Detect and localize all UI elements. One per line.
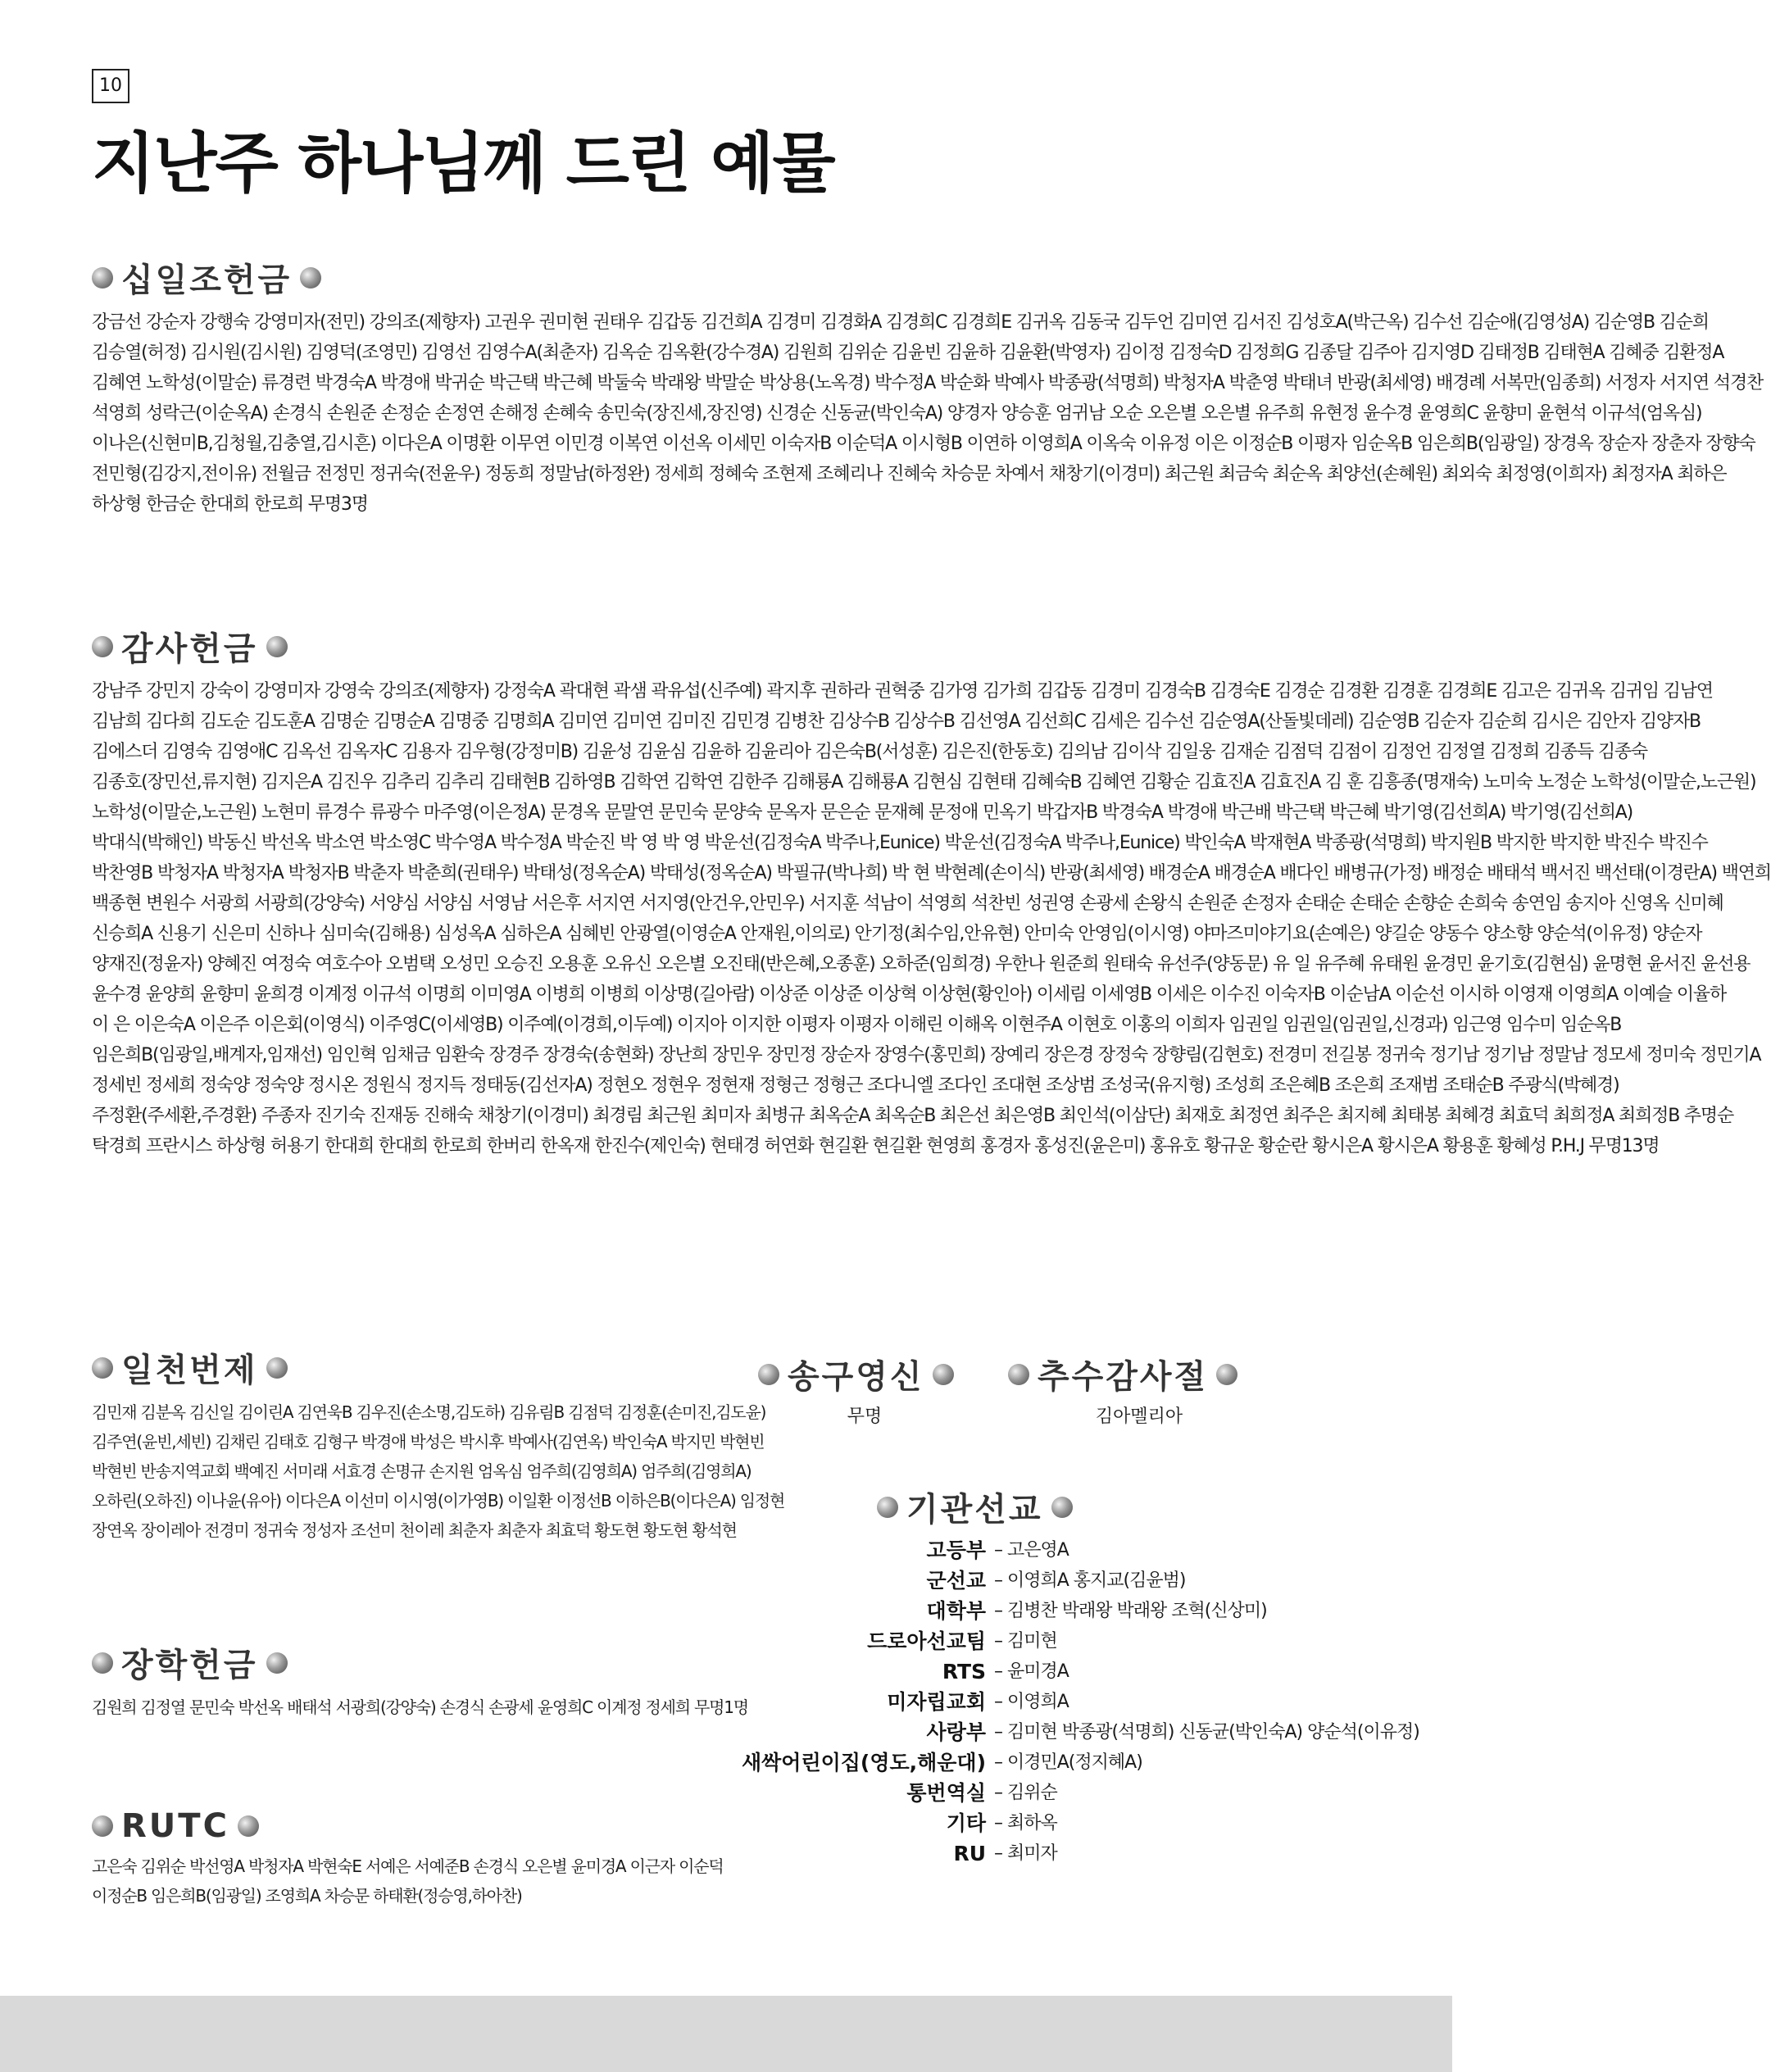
institution-row <box>742 1838 1419 1869</box>
bullet-icon <box>92 636 113 657</box>
institution-row <box>742 1808 1419 1838</box>
bullet-icon <box>266 1652 288 1674</box>
institution-label: RTS <box>942 1660 986 1684</box>
institution-row <box>742 1535 1419 1565</box>
bullet-icon <box>1008 1364 1029 1385</box>
name-line: 김남희 김다희 김도순 김도훈A 김명순 김명순A 김명중 김명희A 김미연 김미연 김미진 김민경 김병찬 김상수B 김상수B 김선영A 김선희C 김세은 김수선 김순영A(산돌빛데레) 김순영B 김순자 김순희 김시은 김안자 김양자B <box>92 711 1701 732</box>
name-line: 양재진(정윤자) 양혜진 여정숙 여호수아 오범택 오성민 오승진 오용훈 오유신 오은별 오진태(반은혜,오종훈) 오하준(임희경) 우한나 원준희 원태숙 유선주(양동문) 유 일 유주혜 유태원 윤경민 윤기호(김현심) 윤명현 윤서진 윤선용 <box>92 954 1751 975</box>
institution-value: – 이경민A(정지혜A) <box>994 1752 1142 1773</box>
section-heading <box>92 1344 698 1391</box>
institution-row <box>742 1565 1419 1596</box>
name-line: 하상형 한금순 한대희 한로희 무명3명 <box>92 494 368 515</box>
name-line: 박찬영B 박청자A 박청자A 박청자B 박춘자 박춘희(권태우) 박태성(정옥순A) 박태성(정옥순A) 박필규(박나희) 박 현 박현례(손이식) 반광(최세영) 배경순A 배경순A 배다인 배병규(가정) 배정순 배태석 백서진 백선태(이경란A) 백연희 <box>92 863 1771 884</box>
section-heading <box>92 1639 698 1686</box>
section-heading <box>92 623 1370 670</box>
footer-band <box>0 1996 1452 2072</box>
section-title: 장학헌금 <box>121 1647 258 1684</box>
bullet-icon <box>266 636 288 657</box>
section-heading <box>1008 1351 1270 1397</box>
institution-value: – 김위순 <box>994 1783 1057 1803</box>
name-line: 탁경희 프란시스 하상형 허용기 한대희 한대희 한로희 한버리 한옥재 한진수(제인숙) 현태경 허연화 현길환 현길환 현영희 홍경자 홍성진(윤은미) 홍유호 황규운 황순란 황시은A 황시은A 황용훈 황혜성 P.H.J 무명13명 <box>92 1136 1660 1156</box>
page-number: 10 <box>92 69 129 103</box>
bullet-icon <box>1051 1497 1073 1518</box>
section-title: 십일조헌금 <box>121 261 293 299</box>
institution-table <box>742 1535 1419 1869</box>
name-line: 전민형(김강지,전이유) 전월금 전정민 정귀숙(전윤우) 정동희 정말남(하정완) 정세희 정혜숙 조현제 조혜리나 진혜숙 차승문 차예서 채창기(이경미) 최근원 최금숙 최순옥 최양선(손혜원) 최외숙 최정영(이희자) 최정자A 최하은 <box>92 464 1727 484</box>
name-list <box>92 1852 724 1911</box>
name-line: 김종호(장민선,류지현) 김지은A 김진우 김추리 김추리 김태현B 김하영B 김학연 김학연 김한주 김해룡A 김해룡A 김현심 김현태 김혜숙B 김혜연 김황순 김효진A 김효진A 김 훈 김흥종(명재숙) 노미숙 노정순 노학성(이말순,노근원) <box>92 772 1756 793</box>
institution-row <box>742 1717 1419 1747</box>
mission-section <box>92 1344 785 1545</box>
name-line: 정세빈 정세희 정숙양 정숙양 정시온 정원식 정지득 정태동(김선자A) 정현오 정현우 정현재 정형근 정형근 조다니엘 조다인 조대현 조상범 조성국(유지형) 조성희 조은혜B 조은희 조재범 조태순B 주광식(박혜경) <box>92 1075 1619 1096</box>
institution-value: – 최미자 <box>994 1843 1057 1864</box>
section-heading <box>92 254 1370 301</box>
section-title: 송구영신 <box>788 1358 924 1396</box>
name-list <box>92 1693 748 1722</box>
bullet-icon <box>92 267 113 289</box>
institution-row <box>742 1747 1419 1778</box>
institution-label: 대학부 <box>926 1599 986 1623</box>
section-heading <box>877 1484 1414 1530</box>
donor-name: 김아멜리아 <box>1095 1406 1183 1427</box>
scholarship-section <box>92 1639 748 1722</box>
institution-value: – 이영희A 홍지교(김윤범) <box>994 1570 1186 1591</box>
name-line: 이나은(신현미B,김청월,김충열,김시흔) 이다은A 이명환 이무연 이민경 이복연 이선옥 이세민 이숙자B 이순덕A 이시형B 이연하 이영희A 이옥숙 이유정 이은 이정순B 이평자 임순옥B 임은희B(임광일) 장경옥 장순자 장춘자 장향숙 <box>92 434 1755 454</box>
bullet-icon <box>300 267 321 289</box>
institution-label: 군선교 <box>926 1569 986 1593</box>
institution-value: – 이영희A <box>994 1692 1069 1712</box>
institution-label: 사랑부 <box>926 1720 986 1744</box>
institution-row <box>742 1687 1419 1717</box>
institution-label: 기타 <box>946 1811 986 1835</box>
bullet-icon <box>1216 1364 1237 1385</box>
section-title: 추수감사절 <box>1038 1358 1209 1396</box>
institution-label: 통번역실 <box>906 1781 986 1805</box>
name-line: 강남주 강민지 강숙이 강영미자 강영숙 강의조(제향자) 강정숙A 곽대현 곽샘 곽유섭(신주예) 곽지후 권하라 권혁중 김가영 김가희 김갑동 김경미 김경숙B 김경숙E 김경순 김경환 김경훈 김경희E 김고은 김귀옥 김귀임 김남연 <box>92 681 1713 702</box>
name-line: 윤수경 윤양희 윤향미 윤희경 이계정 이규석 이명희 이미영A 이병희 이병희 이상명(길아람) 이상준 이상준 이상혁 이상현(황인아) 이세림 이세영B 이세은 이수진 이숙자B 이순남A 이순선 이시하 이영재 이영희A 이예슬 이율하 <box>92 984 1727 1005</box>
institution-row <box>742 1596 1419 1626</box>
section-title: 일천번제 <box>121 1352 258 1389</box>
name-line: 주정환(주세환,주경환) 주종자 진기숙 진재동 진해숙 채창기(이경미) 최경림 최근원 최미자 최병규 최옥순A 최옥순B 최은선 최은영B 최인석(이삼단) 최재호 최정연 최주은 최지혜 최태봉 최혜경 최효덕 최희정A 최희정B 추명순 <box>92 1106 1734 1126</box>
name-line: 김혜연 노학성(이말순) 류경련 박경숙A 박경애 박귀순 박근택 박근혜 박둘숙 박래왕 박말순 박상용(노옥경) 박수정A 박순화 박예사 박종광(석명희) 박청자A 박춘영 박태녀 반광(최세영) 배경례 서복만(임종희) 서정자 서지연 석경찬 <box>92 373 1764 393</box>
name-line: 오하린(오하진) 이나윤(유아) 이다은A 이선미 이시영(이가영B) 이일환 이정선B 이하은B(이다은A) 임정현 <box>92 1491 785 1511</box>
name-line: 김민재 김분옥 김신일 김이린A 김연욱B 김우진(손소명,김도하) 김유림B 김점덕 김정훈(손미진,김도윤) <box>92 1402 766 1422</box>
section-title: RUTC <box>121 1807 229 1845</box>
institution-row <box>742 1778 1419 1808</box>
institution-value: – 윤미경A <box>994 1661 1069 1682</box>
tithe-section <box>92 254 1764 520</box>
institution-section <box>742 1484 1419 1869</box>
name-line: 임은희B(임광일,배계자,임재선) 임인혁 임채금 임환숙 장경주 장경숙(송현화) 장난희 장민우 장민정 장순자 장영수(홍민희) 장예리 장은경 장정숙 장향림(김현호) 전경미 전길봉 정귀숙 정기남 정기남 정말남 정모세 정미숙 정민기A <box>92 1045 1761 1066</box>
name-line: 김주연(윤빈,세빈) 김채린 김태호 김형구 박경애 박성은 박시후 박예사(김연옥) 박인숙A 박지민 박현빈 <box>92 1432 765 1452</box>
name-line: 김에스더 김영숙 김영애C 김옥선 김옥자C 김용자 김우형(강정미B) 김윤성 김윤심 김윤하 김윤리아 김은숙B(서성훈) 김은진(한동호) 김의남 김이삭 김일웅 김재순 김점덕 김점이 김정언 김정열 김정희 김종득 김종숙 <box>92 742 1647 762</box>
institution-row <box>742 1656 1419 1687</box>
bullet-icon <box>758 1364 779 1385</box>
name-line: 강금선 강순자 강행숙 강영미자(전민) 강의조(제향자) 고권우 권미현 권태우 김갑동 김건희A 김경미 김경화A 김경희C 김경희E 김귀옥 김동국 김두언 김미연 김서진 김성호A(박근옥) 김수선 김순애(김영성A) 김순영B 김순희 <box>92 312 1709 333</box>
bullet-icon <box>933 1364 954 1385</box>
bullet-icon <box>238 1815 259 1837</box>
section-heading <box>92 1807 698 1845</box>
name-line: 이 은 이은숙A 이은주 이은회(이영식) 이주영C(이세영B) 이주예(이경희,이두예) 이지아 이지한 이평자 이평자 이해린 이해옥 이현주A 이현호 이홍의 이희자 임권일 임권일(임권일,신경과) 임근영 임수미 임순옥B <box>92 1015 1622 1035</box>
name-line: 박대식(박해인) 박동신 박선옥 박소연 박소영C 박수영A 박수정A 박순진 박 영 박 영 박운선(김정숙A 박주나,Eunice) 박운선(김정숙A 박주나,Eunice) 박인숙A 박재현A 박종광(석명희) 박지원B 박지한 박지한 박진수 박진수 <box>92 833 1708 853</box>
donor-name: 무명 <box>847 1406 883 1427</box>
name-line: 노학성(이말순,노근원) 노현미 류경수 류광수 마주영(이은정A) 문경옥 문말연 문민숙 문양숙 문옥자 문은순 문재혜 문정애 민옥기 박갑자B 박경숙A 박경애 박근배 박근택 박근혜 박기영(김선희A) 박기영(김선희A) <box>92 802 1633 823</box>
name-line: 석영희 성락근(이순옥A) 손경식 손원준 손정순 손정연 손해정 손혜숙 송민숙(장진세,장진영) 신경순 신동균(박인숙A) 양경자 양승훈 엄귀남 오순 오은별 오은별 유주희 유현정 윤수경 윤영희C 윤향미 윤현석 이규석(엄옥심) <box>92 403 1702 424</box>
name-line: 김승열(허정) 김시원(김시원) 김영덕(조영민) 김영선 김영수A(최춘자) 김옥순 김옥환(강수경A) 김원희 김위순 김윤빈 김윤하 김윤환(박영자) 김이정 김정숙D 김정희G 김종달 김주아 김지영D 김태정B 김태현A 김혜중 김환정A <box>92 343 1724 363</box>
institution-label: 새싹어린이집(영도,해운대) <box>742 1751 986 1774</box>
name-line: 장연옥 장이레아 전경미 정귀숙 정성자 조선미 천이레 최춘자 최춘자 최효덕 황도현 황도현 황석현 <box>92 1520 737 1540</box>
institution-value: – 김미현 <box>994 1631 1057 1652</box>
institution-label: 미자립교회 <box>887 1690 986 1714</box>
bullet-icon <box>266 1357 288 1379</box>
page-title: 지난주 하나님께 드린 예물 <box>92 125 834 202</box>
institution-value: – 김미현 박종광(석명희) 신동균(박인숙A) 양순석(이유정) <box>994 1722 1419 1743</box>
institution-value: – 고은영A <box>994 1540 1069 1561</box>
bullet-icon <box>877 1497 898 1518</box>
name-line: 박현빈 반송지역교회 백예진 서미래 서효경 손명규 손지원 엄옥심 엄주희(김영희A) 엄주희(김영희A) <box>92 1461 752 1481</box>
section-title: 기관선교 <box>906 1491 1043 1529</box>
name-line: 백종현 변원수 서광희 서광희(강양숙) 서양심 서양심 서영남 서은후 서지연 서지영(안건우,안민우) 서지훈 석남이 석영희 석찬빈 성권영 손광세 손왕식 손원준 손정자 손태순 손태순 손향순 손희숙 송연임 송지아 신영옥 신미혜 <box>92 893 1723 914</box>
name-list <box>92 676 1771 1161</box>
name-list <box>92 1397 785 1545</box>
institution-row <box>742 1626 1419 1656</box>
rutc-section <box>92 1807 724 1911</box>
farewell-section <box>758 1351 971 1428</box>
bullet-icon <box>92 1652 113 1674</box>
name-line: 고은숙 김위순 박선영A 박청자A 박현숙E 서예은 서예준B 손경식 오은별 윤미경A 이근자 이순덕 <box>92 1856 724 1876</box>
thanksgiving-section <box>1008 1351 1270 1428</box>
name-line: 신승희A 신용기 신은미 신하나 심미숙(김해용) 심성옥A 심하은A 심혜빈 안광열(이영순A 안재원,이의로) 안기정(최수임,안유현) 안미숙 안영임(이시영) 야마즈미야기요(손예은) 양길순 양동수 양소향 양순석(이유정) 양순자 <box>92 924 1702 944</box>
section-heading <box>758 1351 971 1397</box>
bullet-icon <box>92 1815 113 1837</box>
institution-label: 드로아선교팀 <box>867 1629 986 1653</box>
section-title: 감사헌금 <box>121 630 258 668</box>
institution-label: RU <box>953 1842 986 1865</box>
institution-label: 고등부 <box>926 1538 986 1562</box>
name-line: 김원희 김정열 문민숙 박선옥 배태석 서광희(강양숙) 손경식 손광세 윤영희C 이계정 정세희 무명1명 <box>92 1697 748 1717</box>
bullet-icon <box>92 1357 113 1379</box>
name-line: 이정순B 임은희B(임광일) 조영희A 차승문 하태환(정승영,하아찬) <box>92 1886 522 1906</box>
thanks-section <box>92 623 1771 1161</box>
name-list <box>92 307 1764 520</box>
institution-value: – 김병찬 박래왕 박래왕 조혁(신상미) <box>994 1601 1267 1621</box>
institution-value: – 최하옥 <box>994 1813 1057 1833</box>
